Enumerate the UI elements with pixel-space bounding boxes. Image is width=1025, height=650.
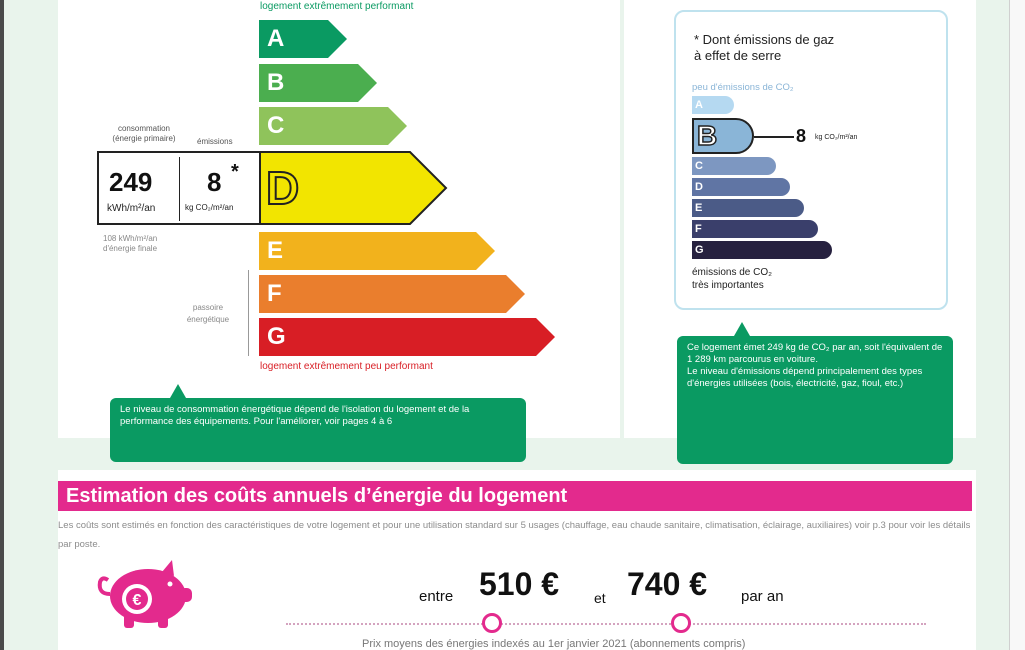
ges-class-g-letter: G [695, 244, 704, 256]
energy-bottom-label: logement extrêmement peu performant [260, 361, 433, 372]
ges-bottom-label: émissions de CO₂ très importantes [692, 267, 773, 291]
energy-class-a-bar [259, 20, 347, 58]
svg-text:€: € [132, 592, 142, 609]
energy-class-a-letter: A [267, 25, 285, 52]
costs-note: Les coûts sont estimés en fonction des caractéristiques de votre logement et pour une utilisation standard sur 5 usages (chauffage, eau chaude sanitaire, climatisation, éclairage, auxiliaires) voir p.3 pour voir les détails par poste. [58, 520, 971, 550]
ges-class-d-letter: D [695, 181, 703, 193]
costs-between: entre [419, 588, 454, 605]
ges-value: 8 [796, 126, 807, 146]
consumption-separator [179, 157, 180, 221]
piggy-bank-icon [92, 558, 196, 630]
costs-per-year: par an [741, 588, 784, 605]
emissions-value: 8 [207, 167, 222, 197]
window-frame-left [0, 0, 4, 650]
ges-title: * Dont émissions de gaz à effet de serre [694, 32, 835, 63]
ges-top-label: peu d'émissions de CO₂ [692, 82, 794, 93]
costs-range-max-marker [671, 613, 691, 633]
energy-class-g-letter: G [267, 323, 286, 350]
costs-max: 740 € [627, 566, 708, 602]
emissions-star: * [231, 161, 239, 183]
energy-class-b-bar [259, 64, 377, 102]
ges-class-a-bar [692, 96, 734, 114]
emissions-header: émissions [197, 137, 233, 146]
energy-class-f-bar [259, 275, 525, 313]
energy-class-e-bar [259, 232, 495, 270]
ges-unit: kg CO₂/m²/an [815, 134, 858, 141]
consumption-header: consommation (énergie primaire) [112, 124, 176, 143]
costs-title: Estimation des coûts annuels d’énergie du logement [58, 481, 972, 511]
consumption-box [97, 151, 261, 225]
ges-class-a-letter: A [695, 99, 703, 111]
energy-callout-pointer [170, 384, 186, 398]
energy-top-label: logement extrêmement performant [260, 1, 414, 12]
ges-callout-pointer [734, 322, 750, 336]
energy-class-e-letter: E [267, 237, 284, 264]
energy-class-c-letter: C [267, 112, 285, 139]
ges-value-leader [754, 136, 794, 138]
emissions-unit: kg CO₂/m²/an [185, 203, 234, 212]
ges-class-c-bar [692, 157, 776, 175]
ges-class-g-bar [692, 241, 832, 259]
costs-min: 510 € [479, 566, 560, 602]
ges-class-c-letter: C [695, 160, 703, 172]
ges-class-b-letter: B [697, 120, 718, 151]
ges-class-f-bar [692, 220, 818, 238]
energy-class-d-letter: D [266, 162, 300, 214]
ges-callout [677, 336, 953, 464]
energy-class-g-bar [259, 318, 555, 356]
costs-and: et [594, 590, 606, 606]
ges-class-d-bar [692, 178, 790, 196]
ges-class-e-letter: E [695, 202, 703, 214]
passoire-label: passoire énergétique [186, 303, 230, 324]
consumption-value: 249 [109, 167, 153, 197]
scrollbar[interactable] [1009, 0, 1025, 650]
ges-callout-text: Ce logement émet 249 kg de CO₂ par an, soit l'équivalent de 1 289 km parcourus en voiture. Le niveau d'émissions dépend principalement des types d'énergies utilisées (bois, électricité, gaz, fioul, etc.) [687, 342, 943, 389]
energy-callout: Le niveau de consommation énergétique dépend de l'isolation du logement et de la performance des équipements. Pour l'améliorer, voir pages 4 à 6 [110, 398, 526, 462]
energy-class-c-bar [259, 107, 407, 145]
final-energy-note: 108 kWh/m²/an d'énergie finale [103, 234, 158, 253]
energy-class-f-letter: F [267, 280, 282, 307]
consumption-unit: kWh/m²/an [107, 203, 156, 214]
ges-class-e-bar [692, 199, 804, 217]
costs-footnote: Prix moyens des énergies indexés au 1er janvier 2021 (abonnements compris) [362, 638, 746, 650]
costs-range-min-marker [482, 613, 502, 633]
costs-range-line [286, 623, 926, 625]
energy-class-b-letter: B [267, 69, 285, 96]
passoire-bracket [248, 270, 249, 356]
ges-class-f-letter: F [695, 223, 702, 235]
